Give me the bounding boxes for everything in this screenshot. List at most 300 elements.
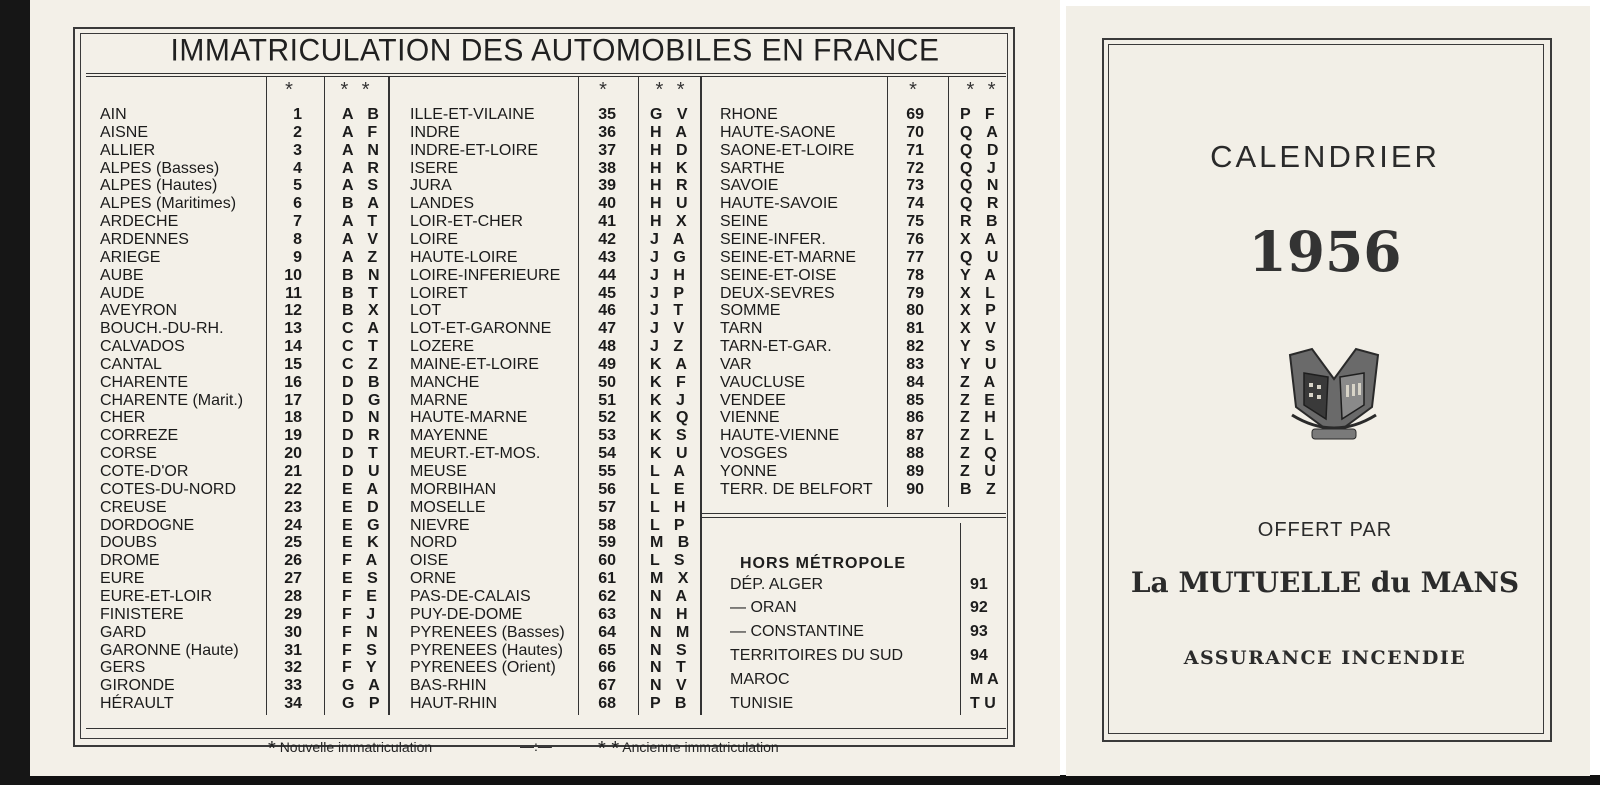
department-name: SARTHE	[720, 159, 785, 177]
old-registration-code: B N	[342, 266, 385, 284]
department-name: HAUTE-MARNE	[410, 409, 528, 427]
department-name: LOT-ET-GARONNE	[410, 320, 552, 338]
old-registration-code: B Z	[960, 480, 1001, 498]
new-registration-number: 24	[284, 516, 302, 534]
department-name: NORD	[410, 534, 458, 552]
new-registration-number: 41	[598, 213, 616, 231]
department-name: BAS-RHIN	[410, 677, 487, 695]
old-registration-code: B A	[342, 195, 384, 213]
hors-metropole-code: 91	[970, 576, 988, 593]
new-registration-number: 45	[598, 284, 616, 302]
page-title: IMMATRICULATION DES AUTOMOBILES EN FRANCE	[170, 33, 940, 68]
old-registration-code: G V	[650, 106, 693, 123]
old-registration-code: B T	[342, 284, 383, 302]
new-registration-number: 1	[293, 106, 302, 123]
table-row	[0, 160, 1000, 178]
department-name: HÉRAULT	[100, 695, 174, 713]
new-registration-number: 81	[906, 320, 924, 338]
department-name: MEURT.-ET-MOS.	[410, 445, 541, 463]
hors-metropole-code: M A	[970, 671, 999, 688]
department-name: MORBIHAN	[410, 480, 497, 498]
hors-metropole-code: 92	[970, 599, 988, 616]
table-row	[0, 302, 1000, 320]
department-name: CHARENTE	[100, 373, 189, 391]
department-name: MEUSE	[410, 463, 467, 480]
department-name: CORSE	[100, 445, 157, 463]
hors-metropole-label: TERRITOIRES DU SUD	[730, 647, 904, 664]
department-name: SEINE-ET-MARNE	[720, 248, 857, 266]
legend-new	[268, 738, 432, 761]
table-row	[0, 248, 1004, 267]
department-name: LOIR-ET-CHER	[410, 213, 523, 231]
table-row	[0, 427, 1000, 445]
new-registration-number: 56	[598, 480, 616, 498]
new-registration-number: 78	[906, 266, 924, 284]
old-registration-code: A N	[342, 141, 384, 159]
table-row	[0, 463, 1000, 481]
old-registration-code: Z Q	[960, 445, 1002, 463]
old-registration-code: X A	[960, 230, 1002, 248]
department-name: GARD	[100, 623, 147, 641]
department-name: GERS	[100, 659, 146, 677]
old-registration-code: E G	[342, 516, 385, 534]
old-registration-code: F S	[342, 641, 382, 659]
new-registration-number: 44	[598, 266, 616, 284]
department-name: DEUX-SEVRES	[720, 284, 835, 302]
department-name: CALVADOS	[100, 338, 185, 356]
old-registration-code: D U	[342, 463, 385, 480]
new-registration-number: 48	[598, 338, 616, 356]
table-row	[0, 374, 1000, 392]
hors-metropole-label: — CONSTANTINE	[730, 623, 864, 640]
new-registration-number: 35	[598, 106, 616, 123]
old-registration-code: F J	[342, 605, 381, 623]
old-registration-code: B X	[342, 302, 384, 320]
department-name: LOIRET	[410, 284, 468, 302]
old-registration-code: D B	[342, 373, 385, 391]
hors-metropole-code: T U	[970, 695, 996, 712]
old-registration-code: L S	[650, 552, 690, 570]
old-registration-code: Q U	[960, 248, 1004, 266]
old-registration-code: J G	[650, 248, 691, 266]
old-registration-code: A Z	[342, 248, 383, 266]
new-registration-number: 32	[284, 659, 302, 677]
old-registration-code: A S	[342, 177, 384, 195]
hors-metropole-title: HORS MÉTROPOLE	[740, 555, 907, 572]
old-registration-code: N A	[650, 587, 692, 605]
new-registration-number: 63	[598, 605, 616, 623]
hors-metropole-code: 93	[970, 623, 988, 640]
new-registration-number: 69	[906, 106, 924, 123]
new-registration-number: 72	[906, 159, 924, 177]
department-name: DORDOGNE	[100, 516, 195, 534]
department-name: MOSELLE	[410, 498, 486, 516]
old-registration-code: K S	[650, 427, 692, 445]
department-name: SAVOIE	[720, 177, 779, 195]
new-registration-number: 3	[293, 141, 302, 159]
new-registration-number: 29	[284, 605, 302, 623]
department-name: MARNE	[410, 391, 468, 409]
header-new-3: *	[909, 79, 921, 101]
new-registration-number: 43	[598, 248, 616, 266]
department-name: VAR	[720, 355, 752, 373]
old-registration-code: C A	[342, 320, 384, 338]
department-name: VAUCLUSE	[720, 373, 806, 391]
new-registration-number: 57	[598, 498, 616, 516]
table-row	[0, 213, 1003, 231]
department-name: ORNE	[410, 570, 457, 588]
department-name: PYRENEES (Hautes)	[410, 641, 563, 659]
old-registration-code: K J	[650, 391, 690, 409]
new-registration-number: 16	[284, 373, 302, 391]
department-name: ARDENNES	[100, 230, 189, 248]
old-registration-code: K F	[650, 373, 691, 391]
department-name: INDRE	[410, 123, 460, 141]
scan-edge-bottom	[30, 775, 1600, 785]
department-name: NIEVRE	[410, 516, 470, 534]
new-registration-number: 90	[906, 480, 924, 498]
department-name: EURE-ET-LOIR	[100, 587, 213, 605]
table-row	[0, 409, 1000, 427]
table-row	[0, 517, 1000, 535]
table-row	[0, 320, 1000, 338]
department-name: CANTAL	[100, 355, 162, 373]
department-name: VIENNE	[720, 409, 780, 427]
old-registration-code: Y U	[960, 355, 1002, 373]
new-registration-number: 68	[598, 695, 616, 713]
new-registration-number: 11	[285, 284, 302, 302]
department-name: ARIEGE	[100, 248, 161, 266]
offered-by: OFFERT PAR	[1257, 519, 1393, 541]
new-registration-number: 71	[906, 141, 924, 159]
new-registration-number: 17	[284, 391, 302, 409]
old-registration-code: F Y	[342, 659, 382, 677]
new-registration-number: 61	[598, 570, 616, 588]
new-registration-number: 66	[598, 659, 616, 677]
hors-metropole-label: — ORAN	[730, 599, 797, 616]
department-name: HAUT-RHIN	[410, 695, 498, 713]
old-registration-code: H A	[650, 123, 692, 141]
new-registration-number: 12	[284, 302, 302, 320]
old-registration-code: L E	[650, 480, 690, 498]
old-registration-code: H R	[650, 177, 693, 195]
department-name: PAS-DE-CALAIS	[410, 587, 531, 605]
legend-separator: —:—	[520, 738, 552, 754]
new-registration-number: 14	[284, 338, 302, 356]
new-registration-number: 22	[284, 480, 302, 498]
new-registration-number: 76	[906, 230, 924, 248]
old-registration-code: C Z	[342, 355, 383, 373]
department-name: LANDES	[410, 195, 475, 213]
new-registration-number: 79	[906, 284, 924, 302]
old-registration-code: N S	[650, 641, 692, 659]
department-name: AUBE	[100, 266, 144, 284]
department-name: SEINE-ET-OISE	[720, 266, 837, 284]
header-new-1: *	[285, 79, 297, 101]
department-name: TERR. DE BELFORT	[720, 480, 873, 498]
table-row	[0, 499, 1000, 517]
old-registration-code: Q J	[960, 159, 1001, 177]
new-registration-number: 6	[293, 195, 302, 213]
legend-new-label: Nouvelle immatriculation	[279, 739, 433, 755]
old-registration-code: L A	[650, 463, 690, 480]
new-registration-number: 77	[906, 248, 924, 266]
old-registration-code: K Q	[650, 409, 694, 427]
old-registration-code: N H	[650, 605, 693, 623]
department-name: COTE-D'OR	[100, 463, 189, 480]
department-name: LOT	[410, 302, 442, 320]
old-registration-code: N M	[650, 623, 695, 641]
department-name: ALPES (Maritimes)	[100, 195, 237, 213]
new-registration-number: 84	[906, 373, 924, 391]
old-registration-code: X V	[960, 320, 1001, 338]
company-name: La MUTUELLE du MANS	[1130, 566, 1520, 599]
table-row	[0, 231, 1000, 249]
department-name: AUDE	[100, 284, 145, 302]
header-old-1: * *	[340, 79, 374, 101]
old-registration-code: D R	[342, 427, 385, 445]
old-registration-code: F E	[342, 587, 382, 605]
new-registration-number: 85	[906, 391, 924, 409]
new-registration-number: 88	[906, 445, 924, 463]
table-row	[0, 267, 1000, 285]
old-registration-code: Q R	[960, 195, 1004, 213]
table-row	[0, 338, 1000, 356]
old-registration-code: M B	[650, 534, 695, 552]
old-registration-code: P F	[960, 106, 1000, 123]
new-registration-number: 36	[598, 123, 616, 141]
department-name: SEINE	[720, 213, 769, 231]
old-registration-code: E S	[342, 570, 383, 588]
department-name: GIRONDE	[100, 677, 175, 695]
old-registration-code: A T	[342, 213, 383, 231]
department-name: MAINE-ET-LOIRE	[410, 355, 539, 373]
department-name: VOSGES	[720, 445, 788, 463]
old-registration-code: E D	[342, 498, 384, 516]
old-registration-code: J V	[650, 320, 690, 338]
new-registration-number: 18	[284, 409, 302, 427]
old-registration-code: H U	[650, 195, 693, 213]
department-name: DROME	[100, 552, 160, 570]
table-row	[0, 285, 1000, 303]
department-name: HAUTE-SAONE	[720, 123, 836, 141]
new-registration-number: 33	[284, 677, 302, 695]
old-registration-code: F A	[342, 552, 383, 570]
hors-metropole-label: DÉP. ALGER	[730, 576, 824, 593]
department-name: HAUTE-LOIRE	[410, 248, 518, 266]
new-registration-number: 82	[906, 338, 924, 356]
department-name: BOUCH.-DU-RH.	[100, 320, 224, 338]
old-registration-code: A R	[342, 159, 384, 177]
table-row	[0, 445, 1000, 463]
old-registration-code: A V	[342, 230, 384, 248]
old-registration-code: Q D	[960, 141, 1004, 159]
table-row	[0, 195, 1004, 213]
old-registration-code: Z L	[960, 427, 999, 445]
new-registration-number: 46	[598, 302, 616, 320]
department-name: DOUBS	[100, 534, 157, 552]
table-row	[0, 123, 1003, 142]
table-row	[0, 392, 1000, 410]
header-new-2: *	[599, 79, 611, 101]
company-emblem-icon	[1282, 345, 1386, 443]
new-registration-number: 73	[906, 177, 924, 195]
old-registration-code: R B	[960, 213, 1003, 231]
new-registration-number: 30	[284, 623, 302, 641]
old-registration-code: Q A	[960, 123, 1003, 141]
department-name: ARDECHE	[100, 213, 179, 231]
department-name: HAUTE-SAVOIE	[720, 195, 838, 213]
calendar-title: CALENDRIER	[1210, 139, 1440, 174]
old-registration-code: J P	[650, 284, 690, 302]
department-name: ALPES (Basses)	[100, 159, 220, 177]
old-registration-code: X L	[960, 284, 1000, 302]
old-registration-code: M X	[650, 570, 694, 588]
old-registration-code: Y A	[960, 266, 1001, 284]
new-registration-number: 89	[906, 463, 924, 480]
old-registration-code: Z H	[960, 409, 1001, 427]
table-row	[0, 534, 1000, 552]
table-row	[0, 141, 1004, 160]
hors-metropole-label: TUNISIE	[730, 695, 794, 712]
department-name: MANCHE	[410, 373, 480, 391]
new-registration-number: 9	[293, 248, 302, 266]
department-name: CHARENTE (Marit.)	[100, 391, 244, 409]
new-registration-number: 86	[906, 409, 924, 427]
department-name: JURA	[410, 177, 452, 195]
new-registration-number: 53	[598, 427, 616, 445]
old-registration-code: L P	[650, 516, 690, 534]
new-registration-number: 49	[598, 355, 616, 373]
new-registration-number: 70	[906, 123, 924, 141]
old-registration-code: F N	[342, 623, 383, 641]
old-registration-code: P B	[650, 695, 692, 713]
department-name: SAONE-ET-LOIRE	[720, 141, 855, 159]
new-registration-number: 19	[284, 427, 302, 445]
department-name: ALLIER	[100, 141, 156, 159]
legend-old-label: Ancienne immatriculation	[622, 739, 779, 755]
new-registration-number: 87	[906, 427, 924, 445]
new-registration-number: 58	[598, 516, 616, 534]
new-registration-number: 5	[293, 177, 302, 195]
legend-old-star: * *	[598, 738, 620, 760]
calendar-year: 1956	[1248, 219, 1402, 284]
department-name: INDRE-ET-LOIRE	[410, 141, 539, 159]
department-name: SEINE-INFER.	[720, 230, 826, 248]
old-registration-code: C T	[342, 338, 383, 356]
department-name: HAUTE-VIENNE	[720, 427, 840, 445]
old-registration-code: J A	[650, 230, 690, 248]
department-name: AISNE	[100, 123, 149, 141]
new-registration-number: 13	[284, 320, 302, 338]
title-rule-2	[86, 76, 1006, 77]
old-registration-code: H X	[650, 213, 692, 231]
department-name: LOIRE	[410, 230, 459, 248]
old-registration-code: L H	[650, 498, 691, 516]
department-name: MAYENNE	[410, 427, 488, 445]
department-name: PYRENEES (Orient)	[410, 659, 556, 677]
department-name: SOMME	[720, 302, 781, 320]
new-registration-number: 42	[598, 230, 616, 248]
department-name: ALPES (Hautes)	[100, 177, 218, 195]
department-name: TARN-ET-GAR.	[720, 338, 832, 356]
table-row	[0, 356, 1000, 374]
new-registration-number: 55	[598, 463, 616, 480]
new-registration-number: 67	[598, 677, 616, 695]
new-registration-number: 26	[284, 552, 302, 570]
department-name: COTES-DU-NORD	[100, 480, 236, 498]
table-row	[0, 177, 1004, 195]
old-registration-code: G A	[342, 677, 385, 695]
hors-metropole-label: MAROC	[730, 671, 790, 688]
new-registration-number: 31	[284, 641, 302, 659]
department-name: CREUSE	[100, 498, 167, 516]
department-name: LOZERE	[410, 338, 475, 356]
old-registration-code: N T	[650, 659, 691, 677]
old-registration-code: D N	[342, 409, 385, 427]
new-registration-number: 83	[906, 355, 924, 373]
header-old-3: * *	[966, 79, 1000, 101]
legend-old	[598, 738, 779, 761]
department-name: FINISTERE	[100, 605, 184, 623]
table-row	[0, 588, 1000, 606]
new-registration-number: 21	[284, 463, 302, 480]
header-old-2: * *	[655, 79, 689, 101]
new-registration-number: 25	[284, 534, 302, 552]
new-registration-number: 65	[598, 641, 616, 659]
new-registration-number: 8	[293, 230, 302, 248]
new-registration-number: 47	[598, 320, 616, 338]
title-rule	[86, 73, 1006, 74]
insurance-type: ASSURANCE INCENDIE	[1183, 647, 1467, 669]
old-registration-code: H D	[650, 141, 693, 159]
old-registration-code: K A	[650, 355, 692, 373]
table-row	[0, 677, 1000, 695]
new-registration-number: 4	[293, 159, 302, 177]
old-registration-code: Z A	[960, 373, 1001, 391]
new-registration-number: 60	[598, 552, 616, 570]
department-name: ILLE-ET-VILAINE	[410, 106, 535, 123]
new-registration-number: 80	[906, 302, 924, 320]
new-registration-number: 7	[293, 213, 302, 231]
old-registration-code: J H	[650, 266, 690, 284]
new-registration-number: 50	[598, 373, 616, 391]
old-registration-code: E A	[342, 480, 384, 498]
old-registration-code: Q N	[960, 177, 1004, 195]
department-name: LOIRE-INFERIEURE	[410, 266, 561, 284]
old-registration-code: J Z	[650, 338, 689, 356]
bottom-rule	[86, 728, 1006, 729]
old-registration-code: Z E	[960, 391, 1000, 409]
old-registration-code: D T	[342, 445, 383, 463]
new-registration-number: 54	[598, 445, 616, 463]
department-name: AVEYRON	[100, 302, 178, 320]
new-registration-number: 27	[284, 570, 302, 588]
new-registration-number: 15	[284, 355, 302, 373]
new-registration-number: 37	[598, 141, 616, 159]
old-registration-code: J T	[650, 302, 689, 320]
old-registration-code: X P	[960, 302, 1001, 320]
department-name: GARONNE (Haute)	[100, 641, 239, 659]
department-name: PUY-DE-DOME	[410, 605, 523, 623]
department-name: RHONE	[720, 106, 778, 123]
new-registration-number: 28	[284, 587, 302, 605]
table-row	[0, 106, 1000, 124]
new-registration-number: 39	[598, 177, 616, 195]
department-name: OISE	[410, 552, 449, 570]
new-registration-number: 40	[598, 195, 616, 213]
table-row	[0, 695, 1000, 713]
